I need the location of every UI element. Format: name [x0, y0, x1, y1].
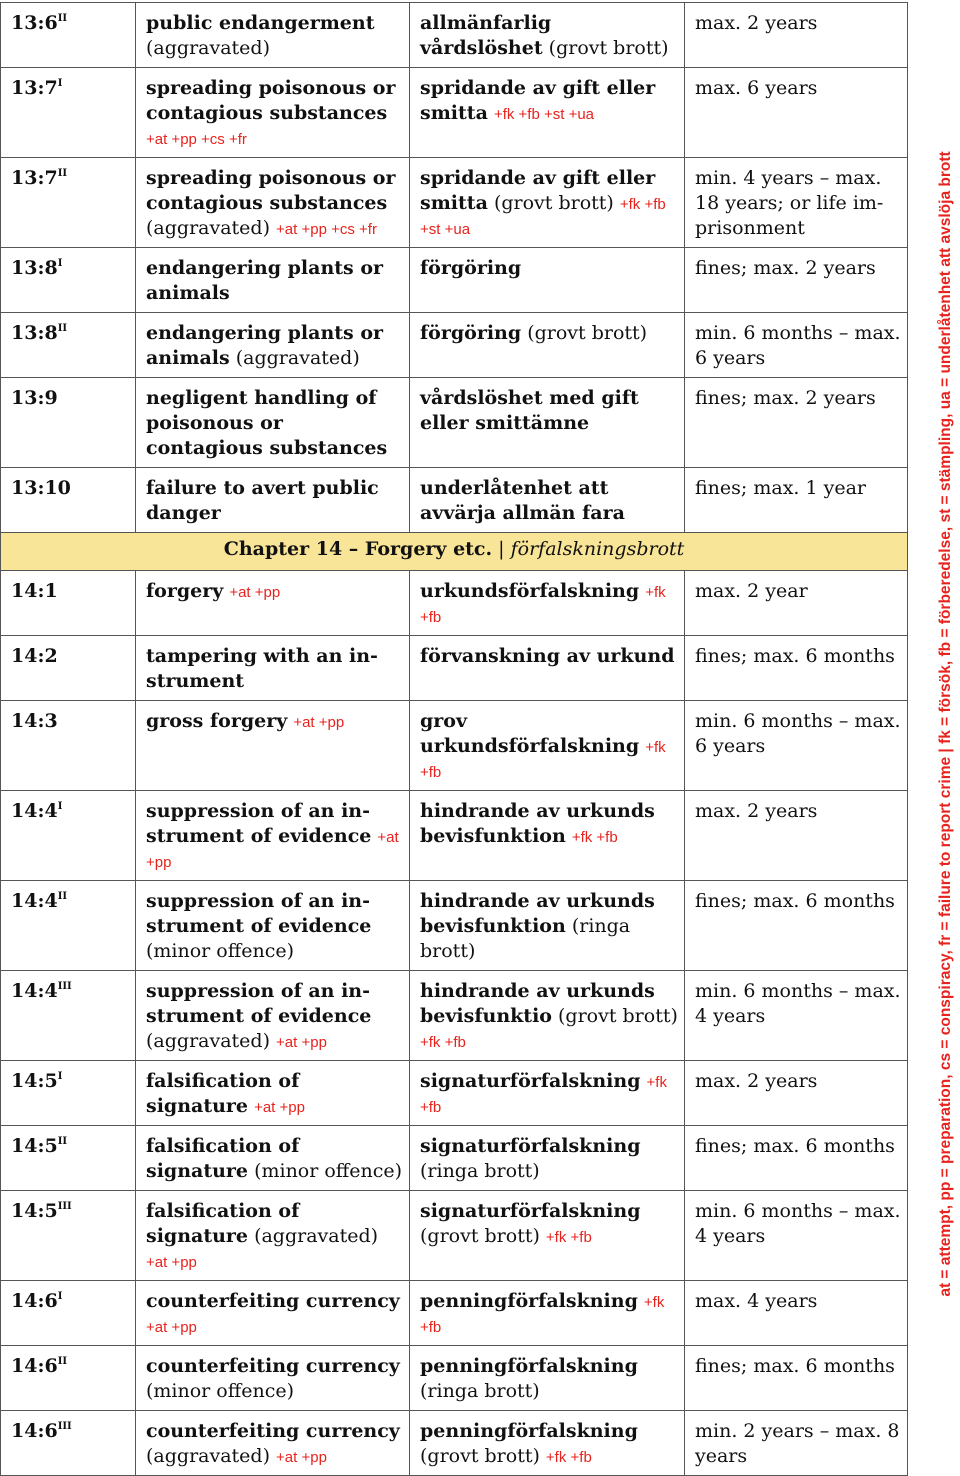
swedish-offence-name: hindrande av urkunds bevisfunktion	[420, 890, 655, 937]
english-offence-cell	[136, 1411, 410, 1476]
swedish-qualifier: (grovt brott)	[420, 1225, 540, 1247]
english-offence-name: suppression of an in- strument of evidence	[146, 980, 372, 1027]
swedish-offence-name: förgöring	[420, 257, 522, 279]
section-number: 13:10	[11, 477, 71, 499]
english-offence-cell	[136, 791, 410, 881]
swedish-qualifier: (grovt brott)	[548, 37, 669, 59]
penalty-cell: max. 4 years	[685, 1281, 908, 1346]
section-number: 14:5	[11, 1135, 58, 1157]
swedish-offence-name: signaturförfalskning	[420, 1070, 641, 1092]
swedish-offence-cell	[410, 3, 685, 68]
penalty-cell: min. 4 years – max. 18 years; or life im- prisonment	[685, 158, 908, 248]
swedish-qualifier: (ringa brott)	[420, 915, 631, 962]
table-row	[1, 1191, 908, 1281]
swedish-offence-name: förvanskning av urkund	[420, 645, 675, 667]
english-offence-cell	[136, 701, 410, 791]
english-liability-tags: +at +pp	[146, 829, 399, 871]
offence-table	[0, 2, 908, 1476]
penalty-cell: fines; max. 6 months	[685, 881, 908, 971]
swedish-offence-cell	[410, 791, 685, 881]
swedish-offence-name: signaturförfalskning	[420, 1200, 641, 1222]
swedish-offence-cell	[410, 971, 685, 1061]
english-liability-tags: +at +pp	[276, 1034, 327, 1051]
swedish-offence-name: underlåtenhet att avvärja allmän fara	[420, 477, 625, 524]
english-qualifier: (aggravated)	[254, 1225, 379, 1247]
english-offence-cell	[136, 971, 410, 1061]
penalty-cell: fines; max. 1 year	[685, 468, 908, 533]
swedish-liability-tags: +fk +fb	[571, 829, 618, 846]
section-number: 14:6	[11, 1290, 58, 1312]
english-offence-name: falsification of signature	[146, 1200, 300, 1247]
table-row	[1, 158, 908, 248]
chapter-title: Chapter 14 – Forgery etc.	[223, 538, 493, 560]
section-number: 14:4	[11, 980, 58, 1002]
table-row	[1, 468, 908, 533]
english-offence-cell	[136, 313, 410, 378]
subsection-marker: I	[57, 801, 63, 812]
swedish-offence-cell	[410, 378, 685, 468]
english-liability-tags: +at +pp +cs +fr	[276, 221, 377, 238]
chapter-swedish-title: förfalskningsbrott	[510, 538, 685, 560]
table-row	[1, 1346, 908, 1411]
penalty-cell: min. 2 years – max. 8 years	[685, 1411, 908, 1476]
penalty-cell: min. 6 months – max. 6 years	[685, 313, 908, 378]
english-offence-name: spreading poisonous or contagious substances	[146, 167, 396, 214]
english-offence-name: counterfeiting currency	[146, 1420, 400, 1442]
penalty-cell: max. 2 year	[685, 571, 908, 636]
section-number: 14:6	[11, 1420, 58, 1442]
english-liability-tags: +at +pp	[146, 1254, 197, 1271]
subsection-marker: III	[57, 1421, 72, 1432]
english-offence-name: suppression of an in- strument of evidence	[146, 890, 372, 937]
section-number: 14:6	[11, 1355, 58, 1377]
section-cell	[1, 881, 136, 971]
table-row	[1, 881, 908, 971]
subsection-marker: III	[57, 1201, 72, 1212]
section-cell	[1, 971, 136, 1061]
section-number: 13:6	[11, 12, 58, 34]
swedish-liability-tags: +fk +fb	[545, 1229, 592, 1246]
english-offence-name: endangering plants or animals	[146, 257, 384, 304]
english-liability-tags: +at +pp	[229, 584, 281, 601]
swedish-qualifier: (grovt brott)	[420, 1445, 540, 1467]
english-offence-cell	[136, 378, 410, 468]
offence-table-body	[1, 3, 908, 1476]
section-number: 14:5	[11, 1200, 58, 1222]
swedish-liability-tags: +fk +fb	[420, 1294, 665, 1336]
penalty-cell: min. 6 months – max. 6 years	[685, 701, 908, 791]
english-qualifier: (aggravated)	[235, 347, 360, 369]
table-row	[1, 701, 908, 791]
english-offence-name: failure to avert public danger	[146, 477, 379, 524]
english-offence-cell	[136, 468, 410, 533]
subsection-marker: II	[57, 891, 68, 902]
english-qualifier: (minor offence)	[146, 1380, 295, 1402]
english-qualifier: (aggravated)	[146, 217, 270, 239]
english-offence-name: falsification of signature	[146, 1070, 300, 1117]
penalty-cell: max. 2 years	[685, 1061, 908, 1126]
swedish-qualifier: (ringa brott)	[420, 1380, 540, 1402]
section-number: 13:7	[11, 167, 58, 189]
swedish-offence-name: hindrande av urkunds bevisfunktio	[420, 980, 655, 1027]
english-offence-cell	[136, 158, 410, 248]
table-row	[1, 1411, 908, 1476]
english-offence-name: suppression of an in- strument of evidence	[146, 800, 372, 847]
swedish-liability-tags: +fk +fb	[420, 584, 666, 626]
english-qualifier: (aggravated)	[146, 1030, 270, 1052]
section-number: 13:8	[11, 322, 58, 344]
english-offence-name: spreading poisonous or contagious substances	[146, 77, 396, 124]
english-offence-cell	[136, 1191, 410, 1281]
english-offence-name: public endangerment	[146, 12, 375, 34]
subsection-marker: I	[57, 1071, 63, 1082]
swedish-offence-cell	[410, 1346, 685, 1411]
swedish-offence-cell	[410, 158, 685, 248]
swedish-offence-cell	[410, 1281, 685, 1346]
subsection-marker: II	[57, 168, 68, 179]
english-offence-cell	[136, 3, 410, 68]
section-cell	[1, 1281, 136, 1346]
table-row	[1, 3, 908, 68]
english-offence-cell	[136, 1126, 410, 1191]
swedish-offence-cell	[410, 1191, 685, 1281]
subsection-marker: II	[57, 323, 68, 334]
swedish-qualifier: (grovt brott)	[558, 1005, 678, 1027]
section-cell	[1, 468, 136, 533]
swedish-offence-name: förgöring	[420, 322, 522, 344]
english-offence-cell	[136, 1281, 410, 1346]
swedish-offence-name: penningförfalskning	[420, 1355, 638, 1377]
swedish-offence-name: urkundsförfalskning	[420, 580, 640, 602]
swedish-offence-name: spridande av gift eller smitta	[420, 77, 656, 124]
english-liability-tags: +at +pp	[276, 1449, 327, 1466]
penalty-cell: fines; max. 6 months	[685, 1346, 908, 1411]
subsection-marker: I	[57, 78, 63, 89]
swedish-offence-cell	[410, 701, 685, 791]
english-offence-cell	[136, 248, 410, 313]
english-liability-tags: +at +pp	[293, 714, 345, 731]
section-cell	[1, 1126, 136, 1191]
english-offence-name: falsification of signature	[146, 1135, 300, 1182]
english-offence-name: counterfeiting currency	[146, 1290, 400, 1312]
swedish-qualifier: (ringa brott)	[420, 1160, 540, 1182]
swedish-offence-cell	[410, 1061, 685, 1126]
subsection-marker: I	[57, 1291, 63, 1302]
subsection-marker: I	[57, 258, 63, 269]
swedish-offence-cell	[410, 881, 685, 971]
subsection-marker: II	[57, 1356, 68, 1367]
swedish-offence-cell	[410, 468, 685, 533]
english-offence-cell	[136, 571, 410, 636]
swedish-offence-name: grov urkundsförfalskning	[420, 710, 640, 757]
section-number: 14:2	[11, 645, 58, 667]
subsection-marker: II	[57, 13, 68, 24]
section-cell	[1, 1411, 136, 1476]
english-offence-name: counterfeiting currency	[146, 1355, 400, 1377]
section-number: 13:9	[11, 387, 58, 409]
swedish-liability-tags: +fk +fb +st +ua	[493, 106, 595, 123]
english-offence-cell	[136, 1061, 410, 1126]
swedish-liability-tags: +fk +fb	[420, 1074, 667, 1116]
swedish-offence-name: hindrande av urkunds bevisfunktion	[420, 800, 655, 847]
penalty-cell: min. 6 months – max. 4 years	[685, 1191, 908, 1281]
penalty-cell: max. 2 years	[685, 791, 908, 881]
section-number: 14:4	[11, 800, 58, 822]
penalty-cell: fines; max. 6 months	[685, 636, 908, 701]
subsection-marker: III	[57, 981, 72, 992]
section-cell	[1, 571, 136, 636]
english-qualifier: (minor offence)	[146, 940, 295, 962]
chapter-heading-cell	[1, 533, 908, 571]
chapter-separator: |	[492, 538, 511, 560]
english-offence-name: endangering plants or animals	[146, 322, 384, 369]
section-cell	[1, 3, 136, 68]
english-liability-tags: +at +pp	[146, 1319, 197, 1336]
section-cell	[1, 791, 136, 881]
english-qualifier: (aggravated)	[146, 1445, 270, 1467]
section-cell	[1, 248, 136, 313]
section-number: 13:8	[11, 257, 58, 279]
english-offence-cell	[136, 881, 410, 971]
english-offence-name: gross forgery	[146, 710, 288, 732]
swedish-qualifier: (grovt brott)	[527, 322, 648, 344]
swedish-offence-name: signaturförfalskning	[420, 1135, 641, 1157]
swedish-offence-name: penningförfalskning	[420, 1420, 638, 1442]
penalty-cell: max. 2 years	[685, 3, 908, 68]
subsection-marker: II	[57, 1136, 68, 1147]
swedish-offence-name: spridande av gift eller smitta	[420, 167, 656, 214]
penalty-cell: fines; max. 6 months	[685, 1126, 908, 1191]
section-cell	[1, 701, 136, 791]
swedish-offence-cell	[410, 248, 685, 313]
table-row	[1, 1281, 908, 1346]
section-cell	[1, 378, 136, 468]
chapter-heading-row	[1, 533, 908, 571]
legend-sidebar	[932, 0, 960, 1447]
table-row	[1, 1061, 908, 1126]
section-number: 13:7	[11, 77, 58, 99]
section-cell	[1, 313, 136, 378]
swedish-offence-cell	[410, 1411, 685, 1476]
section-cell	[1, 636, 136, 701]
swedish-offence-cell	[410, 1126, 685, 1191]
section-number: 14:5	[11, 1070, 58, 1092]
english-offence-name: tampering with an in- strument	[146, 645, 378, 692]
swedish-liability-tags: +fk +fb	[420, 739, 666, 781]
table-row	[1, 971, 908, 1061]
swedish-offence-cell	[410, 68, 685, 158]
english-offence-cell	[136, 636, 410, 701]
swedish-offence-cell	[410, 313, 685, 378]
table-row	[1, 791, 908, 881]
table-row	[1, 248, 908, 313]
english-offence-cell	[136, 1346, 410, 1411]
swedish-liability-tags: +fk +fb	[545, 1449, 592, 1466]
section-cell	[1, 158, 136, 248]
penalty-cell: fines; max. 2 years	[685, 248, 908, 313]
swedish-liability-tags: +fk +fb +st +ua	[420, 196, 666, 238]
english-liability-tags: +at +pp	[254, 1099, 305, 1116]
english-liability-tags: +at +pp +cs +fr	[146, 131, 247, 148]
swedish-offence-name: allmänfarlig vårdslöshet	[420, 12, 552, 59]
table-row	[1, 378, 908, 468]
english-offence-name: negligent handling of poisonous or contagious substances	[146, 387, 388, 459]
section-cell	[1, 1061, 136, 1126]
table-row	[1, 68, 908, 158]
section-number: 14:3	[11, 710, 58, 732]
section-cell	[1, 1191, 136, 1281]
section-cell	[1, 1346, 136, 1411]
swedish-offence-name: vårdslöshet med gift eller smittämne	[420, 387, 639, 434]
legend-text: at = attempt, pp = preparation, cs = conspiracy, fr = failure to report crime | fk = försök, fb = förberedelse, st = stämpling, ua = underlåtenhet att avslöja brott	[937, 150, 954, 1297]
table-row	[1, 636, 908, 701]
swedish-qualifier: (grovt brott)	[493, 192, 614, 214]
table-row	[1, 313, 908, 378]
penalty-cell: fines; max. 2 years	[685, 378, 908, 468]
section-cell	[1, 68, 136, 158]
section-number: 14:1	[11, 580, 58, 602]
penalty-cell: max. 6 years	[685, 68, 908, 158]
table-row	[1, 1126, 908, 1191]
swedish-offence-cell	[410, 636, 685, 701]
swedish-liability-tags: +fk +fb	[420, 1034, 466, 1051]
swedish-offence-name: penningförfalskning	[420, 1290, 638, 1312]
section-number: 14:4	[11, 890, 58, 912]
english-offence-name: forgery	[146, 580, 224, 602]
swedish-offence-cell	[410, 571, 685, 636]
english-qualifier: (aggravated)	[146, 37, 270, 59]
english-offence-cell	[136, 68, 410, 158]
table-row	[1, 571, 908, 636]
english-qualifier: (minor offence)	[254, 1160, 403, 1182]
penalty-cell: min. 6 months – max. 4 years	[685, 971, 908, 1061]
